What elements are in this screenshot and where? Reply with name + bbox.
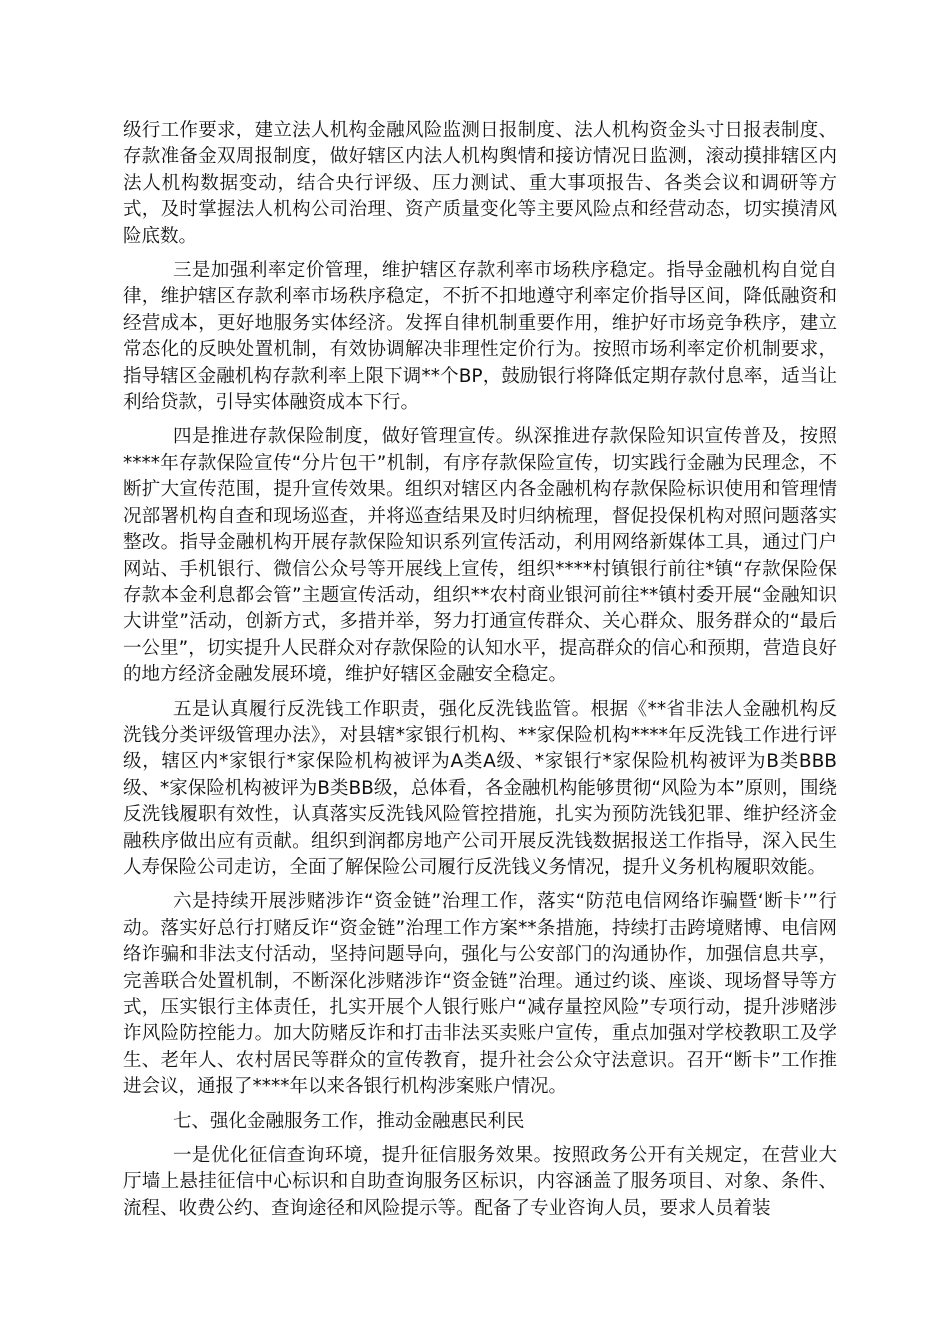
paragraph-2: 三是加强利率定价管理，维护辖区存款利率市场秩序稳定。指导金融机构自觉自律，维护辖区存款利率市场秩序稳定，不折不扣地遵守利率定价指导区间，降低融资和经营成本，更好地服务实体经济。发挥自律机制重要作用，维护好市场竞争秩序，建立常态化的反映处置机制，有效协调解决非理性定价行为。按照市场利率定价机制要求，指导辖区金融机构存款利率上限下调**个BP，鼓励银行将降低定期存款付息率，适当让利给贷款，引导实体融资成本下行。 [123,260,837,414]
paragraph-5: 六是持续开展涉赌涉诈“资金链”治理工作，落实“防范电信网络诈骗暨‘断卡’”行动。落实好总行打赌反诈“资金链”治理工作方案**条措施，持续打击跨境赌博、电信网络诈骗和非法支付活动，坚持问题导向，强化与公安部门的沟通协作，加强信息共享，完善联合处置机制，不断深化涉赌涉诈“资金链”治理。通过约谈、座谈、现场督导等方式，压实银行主体责任，扎实开展个人银行账户“减存量控风险”专项行动，提升涉赌涉诈风险防控能力。加大防赌反诈和打击非法买卖账户宣传，重点加强对学校教职工及学生、老年人、农村居民等群众的宣传教育，提升社会公众守法意识。召开“断卡”工作推进会议，通报了****年以来各银行机构涉案账户情况。 [123,891,837,1098]
paragraph-3: 四是推进存款保险制度，做好管理宣传。纵深推进存款保险知识宣传普及，按照****年存款保险宣传“分片包干”机制，有序存款保险宣传，切实践行金融为民理念，不断扩大宣传范围，提升宣传效果。组织对辖区内各金融机构存款保险标识使用和管理情况部署机构自查和现场巡查，并将巡查结果及时归纳梳理，督促投保机构对照问题落实整改。指导金融机构开展存款保险知识系列宣传活动，利用网络新媒体工具，通过门户网站、手机银行、微信公众号等开展线上宣传，组织****村镇银行前往*镇“存款保险保存款本金利息都会管”主题宣传活动，组织**农村商业银河前往**镇村委开展“金融知识大讲堂”活动，创新方式，多措并举，努力打通宣传群众、关心群众、服务群众的“最后一公里”，切实提升人民群众对存款保险的认知水平，提高群众的信心和预期，营造良好的地方经济金融发展环境，维护好辖区金融安全稳定。 [123,426,837,686]
document-body [123,118,837,1230]
paragraph-4: 五是认真履行反洗钱工作职责，强化反洗钱监管。根据《**省非法人金融机构反洗钱分类评级管理办法》，对县辖*家银行机构、**家保险机构****年反洗钱工作进行评级，辖区内*家银行*家保险机构被评为A类A级、*家银行*家保险机构被评为B类BBB级、*家保险机构被评为B类BB级，总体看，各金融机构能够贯彻“风险为本”原则，围绕反洗钱履职有效性，认真落实反洗钱风险管控措施，扎实为预防洗钱犯罪、维护经济金融秩序做出应有贡献。组织到润都房地产公司开展反洗钱数据报送工作指导，深入民生人寿保险公司走访，全面了解保险公司履行反洗钱义务情况，提升义务机构履职效能。 [123,698,837,878]
paragraph-6: 一是优化征信查询环境，提升征信服务效果。按照政务公开有关规定，在营业大厅墙上悬挂征信中心标识和自助查询服务区标识，内容涵盖了服务项目、对象、条件、流程、收费公约、查询途径和风险提示等。配备了专业咨询人员，要求人员着装 [123,1145,837,1219]
section-heading-7: 七、强化金融服务工作，推动金融惠民利民 [172,1110,525,1132]
paragraph-1: 级行工作要求，建立法人机构金融风险监测日报制度、法人机构资金头寸日报表制度、存款准备金双周报制度，做好辖区内法人机构舆情和接访情况日监测，滚动摸排辖区内法人机构数据变动，结合央行评级、压力测试、重大事项报告、各类会议和调研等方式，及时掌握法人机构公司治理、资产质量变化等主要风险点和经营动态，切实摸清风险底数。 [123,120,837,247]
